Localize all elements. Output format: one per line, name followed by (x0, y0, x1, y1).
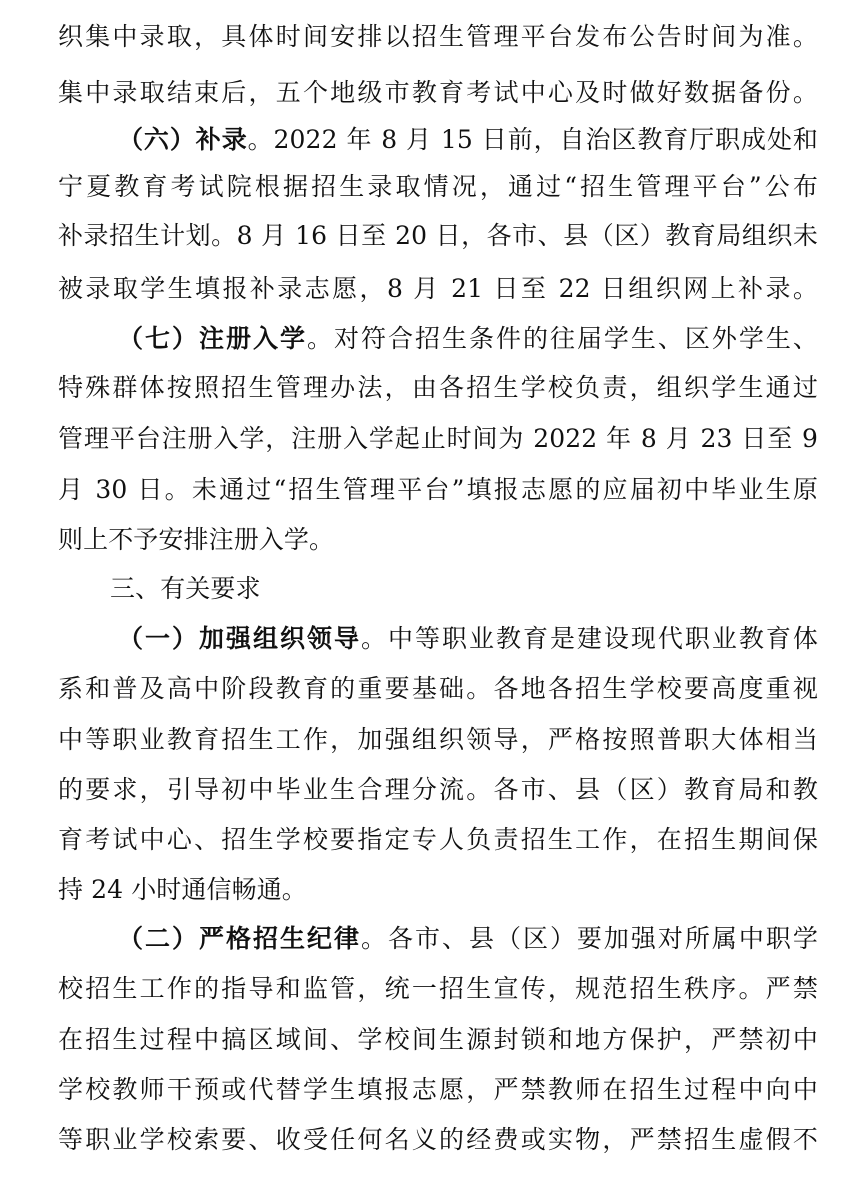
text-line: 系和普及高中阶段教育的重要基础。各地各招生学校要高度重视 (58, 674, 818, 703)
text-line: 宁夏教育考试院根据招生录取情况，通过“招生管理平台”公布 (58, 172, 818, 201)
text-line: 在招生过程中搞区域间、学校间生源封锁和地方保护，严禁初中 (58, 1025, 818, 1054)
heading-strict-discipline: （二）严格招生纪律 (118, 924, 361, 953)
text-line: 管理平台注册入学，注册入学起止时间为 2022 年 8 月 23 日至 9 (58, 424, 818, 453)
text-line: 则上不予安排注册入学。 (58, 525, 335, 554)
heading-supplementary-admission: （六）补录 (118, 125, 248, 154)
text-span: 。2022 年 8 月 15 日前，自治区教育厅职成处和 (247, 125, 818, 154)
section-heading: 三、有关要求 (110, 574, 261, 603)
text-line: 补录招生计划。8 月 16 日至 20 日，各市、县（区）教育局组织未 (58, 221, 818, 250)
text-line: 特殊群体按照招生管理办法，由各招生学校负责，组织学生通过 (58, 373, 818, 402)
text-line: 月 30 日。未通过“招生管理平台”填报志愿的应届初中毕业生原 (58, 475, 818, 504)
text-line: 的要求，引导初中毕业生合理分流。各市、县（区）教育局和教 (58, 775, 818, 804)
text-line: 织集中录取，具体时间安排以招生管理平台发布公告时间为准。 (58, 22, 818, 51)
text-line: 学校教师干预或代替学生填报志愿，严禁教师在招生过程中向中 (58, 1075, 818, 1104)
paragraph-seven-first-line (118, 324, 818, 354)
text-span: 。中等职业教育是建设现代职业教育体 (360, 624, 819, 653)
text-line: 等职业学校索要、收受任何名义的经费或实物，严禁招生虚假不 (58, 1125, 818, 1154)
text-line: 被录取学生填报补录志愿，8 月 21 日至 22 日组织网上补录。 (58, 274, 818, 303)
text-line: 育考试中心、招生学校要指定专人负责招生工作，在招生期间保 (58, 825, 818, 854)
text-line: 中等职业教育招生工作，加强组织领导，严格按照普职大体相当 (58, 725, 818, 754)
section-one-first-line (118, 624, 818, 654)
text-span: 。各市、县（区）要加强对所属中职学 (360, 924, 819, 953)
section-two-first-line (118, 924, 818, 954)
text-line: 校招生工作的指导和监管，统一招生宣传，规范招生秩序。严禁 (58, 974, 818, 1003)
text-line: 持 24 小时通信畅通。 (58, 875, 307, 904)
text-line: 集中录取结束后，五个地级市教育考试中心及时做好数据备份。 (58, 78, 818, 107)
heading-strengthen-leadership: （一）加强组织领导 (118, 624, 361, 653)
heading-registration-enrollment: （七）注册入学 (118, 324, 307, 353)
paragraph-six-first-line (118, 125, 818, 155)
text-span: 。对符合招生条件的往届学生、区外学生、 (306, 324, 819, 353)
